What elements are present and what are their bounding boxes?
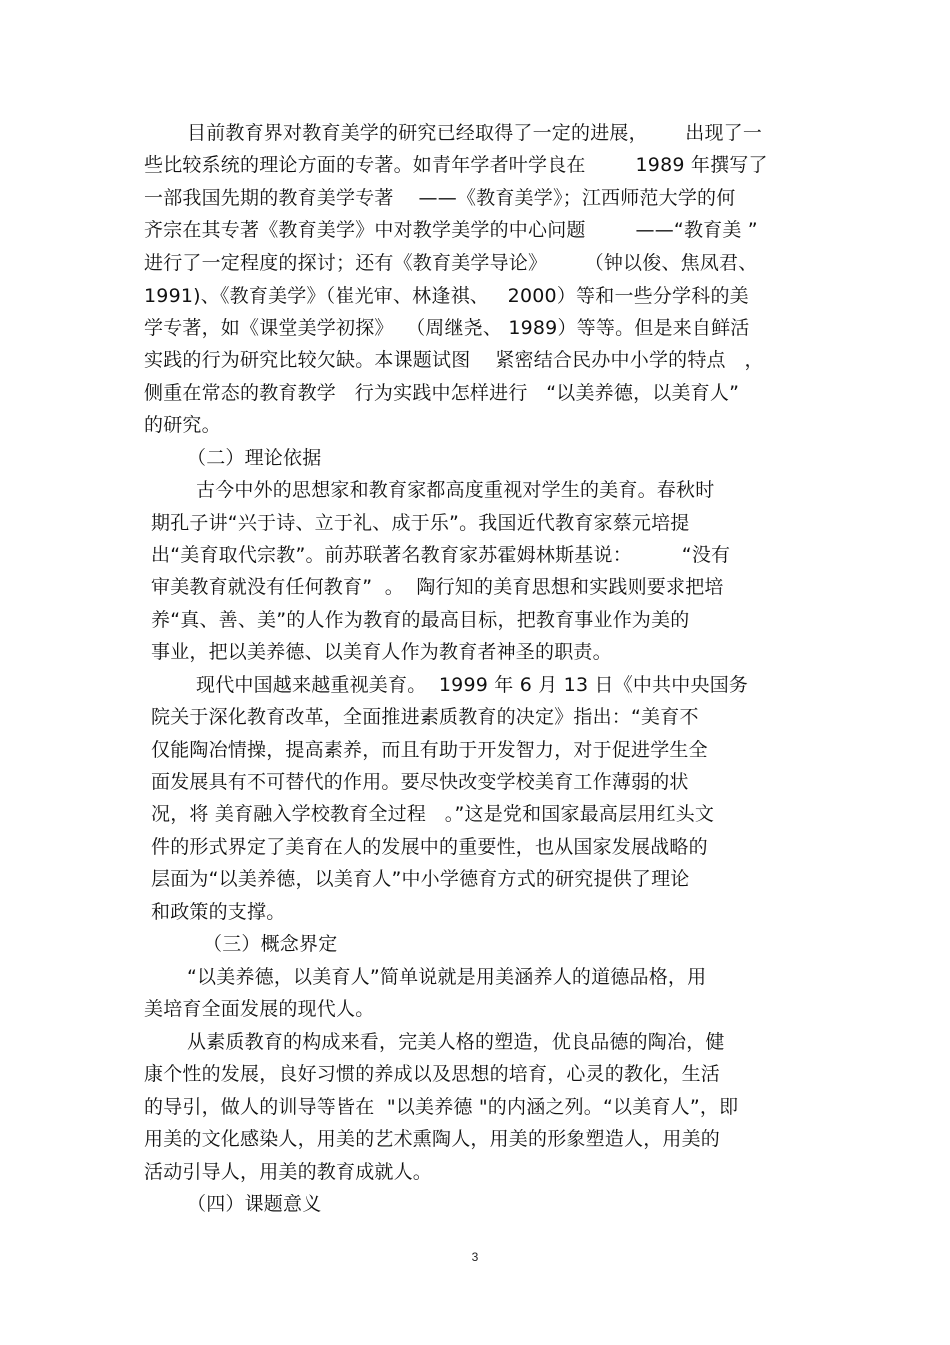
text-line: “以美养德，以美育人”简单说就是用美涵养人的道德品格，用	[187, 966, 707, 988]
text-line: 况，将 美育融入学校教育全过程 。”这是党和国家最高层用红头文	[151, 803, 715, 825]
text-line: 仅能陶冶情操，提高素养，而且有助于开发智力，对于促进学生全	[151, 739, 708, 761]
text-line: 用美的文化感染人，用美的艺术熏陶人，用美的形象塑造人，用美的	[144, 1128, 721, 1150]
text-line: 从素质教育的构成来看，完美人格的塑造，优良品德的陶冶，健	[187, 1031, 725, 1053]
text-line: 养“真、善、美”的人作为教育的最高目标，把教育事业作为美的	[151, 609, 690, 631]
text-line: 审美教育就没有任何教育” 。 陶行知的美育思想和实践则要求把培	[151, 576, 724, 598]
text-line: 现代中国越来越重视美育。 1999 年 6 月 13 日《中共中央国务	[196, 674, 749, 696]
text-line: 齐宗在其专著《教育美学》中对教学美学的中心问题 ——“教育美 ”	[144, 219, 758, 241]
text-line: 层面为“以美养德，以美育人”中小学德育方式的研究提供了理论	[151, 868, 690, 890]
text-line: 美培育全面发展的现代人。	[144, 998, 375, 1020]
text-line: 古今中外的思想家和教育家都高度重视对学生的美育。春秋时	[196, 479, 715, 501]
text-line: 侧重在常态的教育教学 行为实践中怎样进行 “以美养德，以美育人”	[144, 382, 740, 404]
text-line: 1991)、《教育美学》（崔光审、林逢祺、 2000）等和一些分学科的美	[144, 285, 749, 307]
text-line: 的研究。	[144, 414, 221, 436]
text-line: 面发展具有不可替代的作用。要尽快改变学校美育工作薄弱的状	[151, 771, 689, 793]
text-line: 的导引，做人的训导等皆在 "以美养德 "的内涵之列。“以美育人”，即	[144, 1096, 739, 1118]
text-line: 出“美育取代宗教”。前苏联著名教育家苏霍姆林斯基说： “没有	[151, 544, 731, 566]
text-line: 实践的行为研究比较欠缺。本课题试图 紧密结合民办中小学的特点 ，	[144, 349, 764, 371]
text-line: 一部我国先期的教育美学专著 ——《教育美学》；江西师范大学的何	[144, 187, 736, 209]
text-line: 件的形式界定了美育在人的发展中的重要性，也从国家发展战略的	[151, 836, 708, 858]
text-line: 院关于深化教育改革，全面推进素质教育的决定》指出：“美育不	[151, 706, 699, 728]
section-heading: （四）课题意义	[187, 1193, 322, 1215]
page-number: 3	[471, 1250, 479, 1264]
text-line: 进行了一定程度的探讨；还有《教育美学导论》 （钟以俊、焦凤君、	[144, 252, 758, 274]
text-line: 和政策的支撑。	[151, 901, 286, 923]
text-line: 些比较系统的理论方面的专著。如青年学者叶学良在 1989 年撰写了	[144, 154, 768, 176]
text-line: 期孔子讲“兴于诗、立于礼、成于乐”。我国近代教育家蔡元培提	[151, 512, 690, 534]
section-heading: （二）理论依据	[187, 447, 322, 469]
text-line: 活动引导人，用美的教育成就人。	[144, 1161, 433, 1183]
section-heading: （三）概念界定	[203, 933, 338, 955]
text-line: 康个性的发展，良好习惯的养成以及思想的培育，心灵的教化，生活	[144, 1063, 721, 1085]
text-line: 学专著，如《课堂美学初探》 （周继尧、 1989）等等。但是来自鲜活	[144, 317, 750, 339]
text-line: 目前教育界对教育美学的研究已经取得了一定的进展， 出现了一	[187, 122, 763, 144]
text-line: 事业，把以美养德、以美育人作为教育者神圣的职责。	[151, 641, 612, 663]
